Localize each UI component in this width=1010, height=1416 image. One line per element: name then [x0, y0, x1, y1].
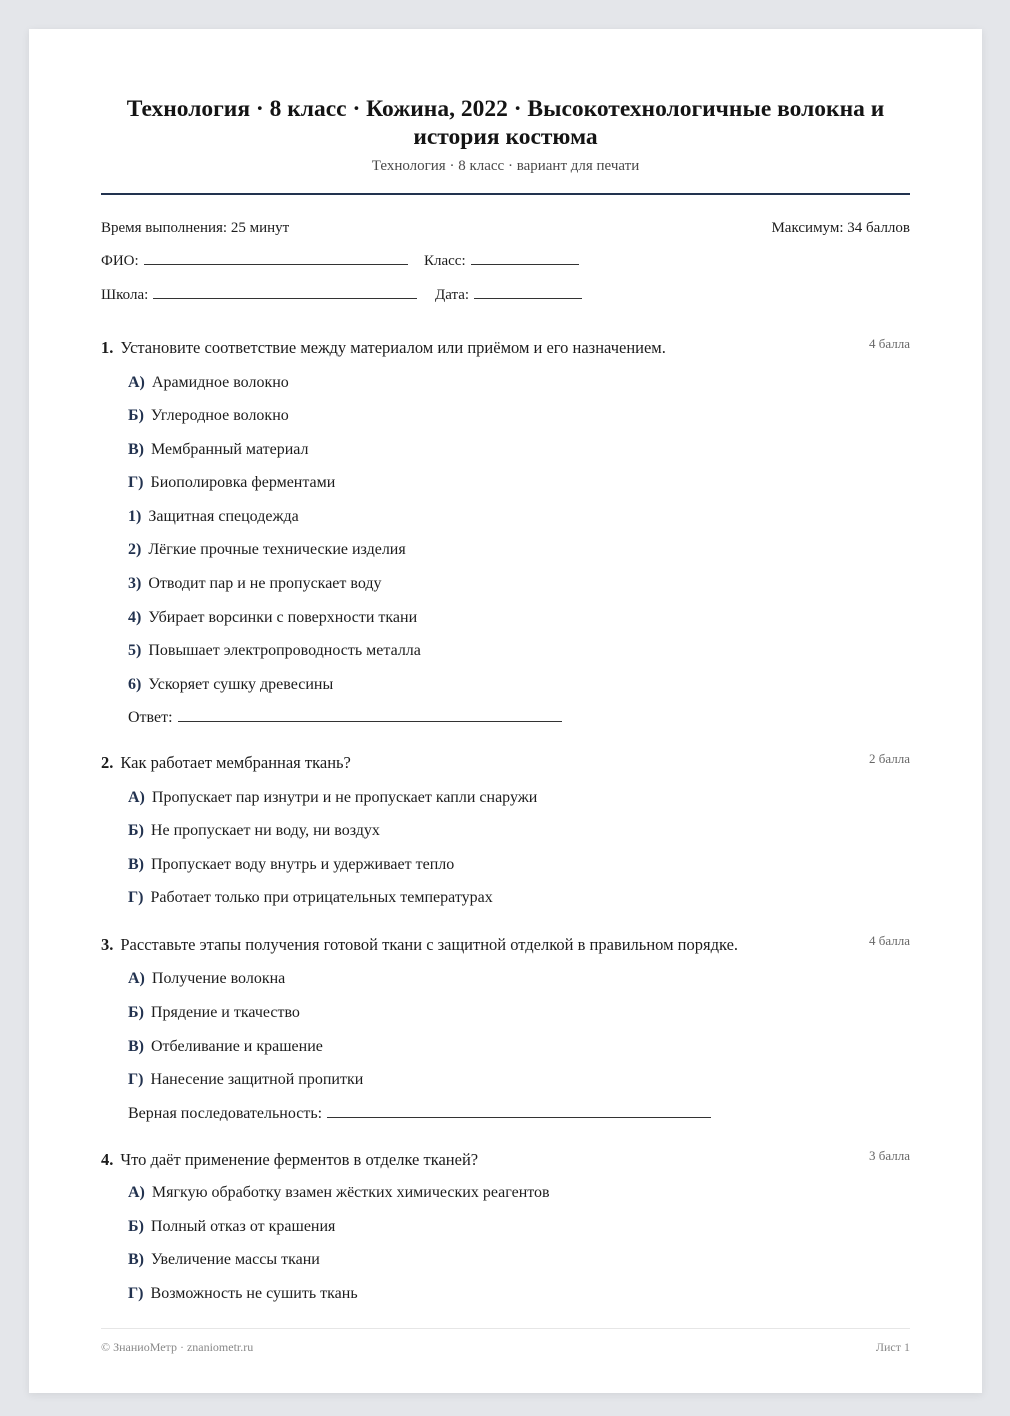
option-letter: А) — [128, 789, 145, 806]
option-text: Углеродное волокно — [150, 407, 289, 424]
option-letter: 4) — [128, 609, 142, 626]
option-text: Прядение и ткачество — [150, 1004, 300, 1021]
option-item — [128, 508, 299, 526]
option-letter: В) — [128, 441, 144, 458]
question-points: 2 балла — [869, 751, 910, 766]
question-points: 4 балла — [869, 336, 910, 351]
option-letter: Г) — [128, 889, 144, 906]
answer-line[interactable] — [327, 1116, 711, 1118]
option-letter: В) — [128, 1038, 144, 1055]
footer-divider — [101, 1328, 910, 1329]
question-prompt: Установите соответствие между материалом или приёмом и его назначением. — [120, 338, 666, 357]
question-text — [101, 753, 351, 773]
worksheet-page — [29, 29, 982, 1393]
option-item — [128, 541, 406, 559]
option-item — [128, 1218, 335, 1236]
option-letter: 1) — [128, 508, 142, 525]
option-letter: 6) — [128, 676, 142, 693]
option-letter: 2) — [128, 541, 142, 558]
fio-line[interactable] — [144, 263, 408, 265]
class-field[interactable] — [424, 253, 579, 270]
option-text: Мембранный материал — [151, 441, 309, 458]
option-item — [128, 1004, 300, 1022]
option-item — [128, 889, 493, 907]
option-text: Пропускает воду внутрь и удерживает тепло — [151, 856, 455, 873]
option-text: Защитная спецодежда — [148, 508, 299, 525]
class-line[interactable] — [471, 263, 579, 265]
option-letter: Б) — [128, 1004, 144, 1021]
option-item — [128, 676, 333, 694]
option-letter: Б) — [128, 407, 144, 424]
question-number: 3. — [101, 935, 114, 954]
option-item — [128, 1071, 363, 1089]
option-item — [128, 1038, 323, 1056]
option-letter: В) — [128, 1251, 144, 1268]
option-text: Повышает электропроводность металла — [148, 642, 421, 659]
option-item — [128, 407, 289, 425]
question-prompt: Как работает мембранная ткань? — [120, 753, 351, 772]
answer-line[interactable] — [178, 720, 562, 722]
option-item — [128, 609, 417, 627]
page-subtitle: Технология · 8 класс · вариант для печати — [371, 158, 640, 174]
answer-label: Верная последовательность: — [128, 1105, 323, 1122]
option-text: Увеличение массы ткани — [151, 1251, 320, 1268]
option-letter: Б) — [128, 1218, 144, 1235]
time-limit: Время выполнения: 25 минут — [101, 220, 290, 236]
option-text: Убирает ворсинки с поверхности ткани — [148, 609, 418, 626]
page-title: Технология · 8 класс · Кожина, 2022 · Высокотехнологичные волокна и история костюма — [126, 96, 885, 150]
date-label: Дата: — [435, 287, 470, 303]
option-text: Возможность не сушить ткань — [150, 1285, 358, 1302]
option-item — [128, 856, 454, 874]
question-text — [101, 935, 738, 955]
question-text — [101, 1150, 478, 1170]
school-field[interactable] — [101, 287, 417, 304]
school-line[interactable] — [153, 297, 417, 299]
option-text: Пропускает пар изнутри и не пропускает капли снаружи — [151, 789, 538, 806]
option-item — [128, 374, 289, 392]
option-text: Мягкую обработку взамен жёстких химических реагентов — [151, 1184, 550, 1201]
option-letter: 3) — [128, 575, 142, 592]
option-item — [128, 970, 285, 988]
option-text: Арамидное волокно — [151, 374, 289, 391]
option-item — [128, 642, 421, 660]
answer-label: Ответ: — [128, 709, 173, 726]
option-letter: Г) — [128, 1285, 144, 1302]
question-prompt: Что даёт применение ферментов в отделке тканей? — [120, 1150, 479, 1169]
option-letter: А) — [128, 374, 145, 391]
fio-field[interactable] — [101, 253, 408, 270]
option-text: Нанесение защитной пропитки — [150, 1071, 364, 1088]
option-item — [128, 1184, 550, 1202]
option-text: Отбеливание и крашение — [151, 1038, 323, 1055]
answer-field[interactable] — [128, 709, 562, 727]
option-letter: Г) — [128, 474, 144, 491]
question-points: 4 балла — [869, 933, 910, 948]
option-item — [128, 789, 537, 807]
option-letter: Г) — [128, 1071, 144, 1088]
fio-label: ФИО: — [101, 253, 139, 269]
option-text: Ускоряет сушку древесины — [148, 676, 334, 693]
option-text: Полный отказ от крашения — [150, 1218, 336, 1235]
question-text — [101, 338, 666, 358]
option-item — [128, 441, 309, 459]
option-item — [128, 822, 380, 840]
question-points: 3 балла — [869, 1148, 910, 1163]
footer-copyright: © ЗнаниоМетр · znaniometr.ru — [101, 1340, 254, 1354]
option-letter: Б) — [128, 822, 144, 839]
sequence-answer-field[interactable] — [128, 1105, 711, 1123]
option-letter: 5) — [128, 642, 142, 659]
option-item — [128, 474, 335, 492]
option-text: Получение волокна — [151, 970, 286, 987]
date-line[interactable] — [474, 297, 582, 299]
question-number: 1. — [101, 338, 114, 357]
option-text: Лёгкие прочные технические изделия — [148, 541, 406, 558]
class-label: Класс: — [424, 253, 466, 269]
header-divider — [101, 193, 910, 195]
option-item — [128, 1251, 320, 1269]
school-label: Школа: — [101, 287, 149, 303]
option-letter: А) — [128, 1184, 145, 1201]
option-letter: А) — [128, 970, 145, 987]
option-letter: В) — [128, 856, 144, 873]
option-text: Не пропускает ни воду, ни воздух — [150, 822, 380, 839]
option-item — [128, 575, 382, 593]
option-text: Работает только при отрицательных температурах — [150, 889, 493, 906]
question-prompt: Расставьте этапы получения готовой ткани с защитной отделкой в правильном порядке. — [120, 935, 739, 954]
question-number: 4. — [101, 1150, 114, 1169]
footer-page-number: Лист 1 — [875, 1340, 910, 1354]
question-number: 2. — [101, 753, 114, 772]
option-item — [128, 1285, 358, 1303]
option-text: Биополировка ферментами — [150, 474, 336, 491]
max-score: Максимум: 34 баллов — [771, 220, 910, 236]
date-field[interactable] — [435, 287, 582, 304]
option-text: Отводит пар и не пропускает воду — [148, 575, 382, 592]
